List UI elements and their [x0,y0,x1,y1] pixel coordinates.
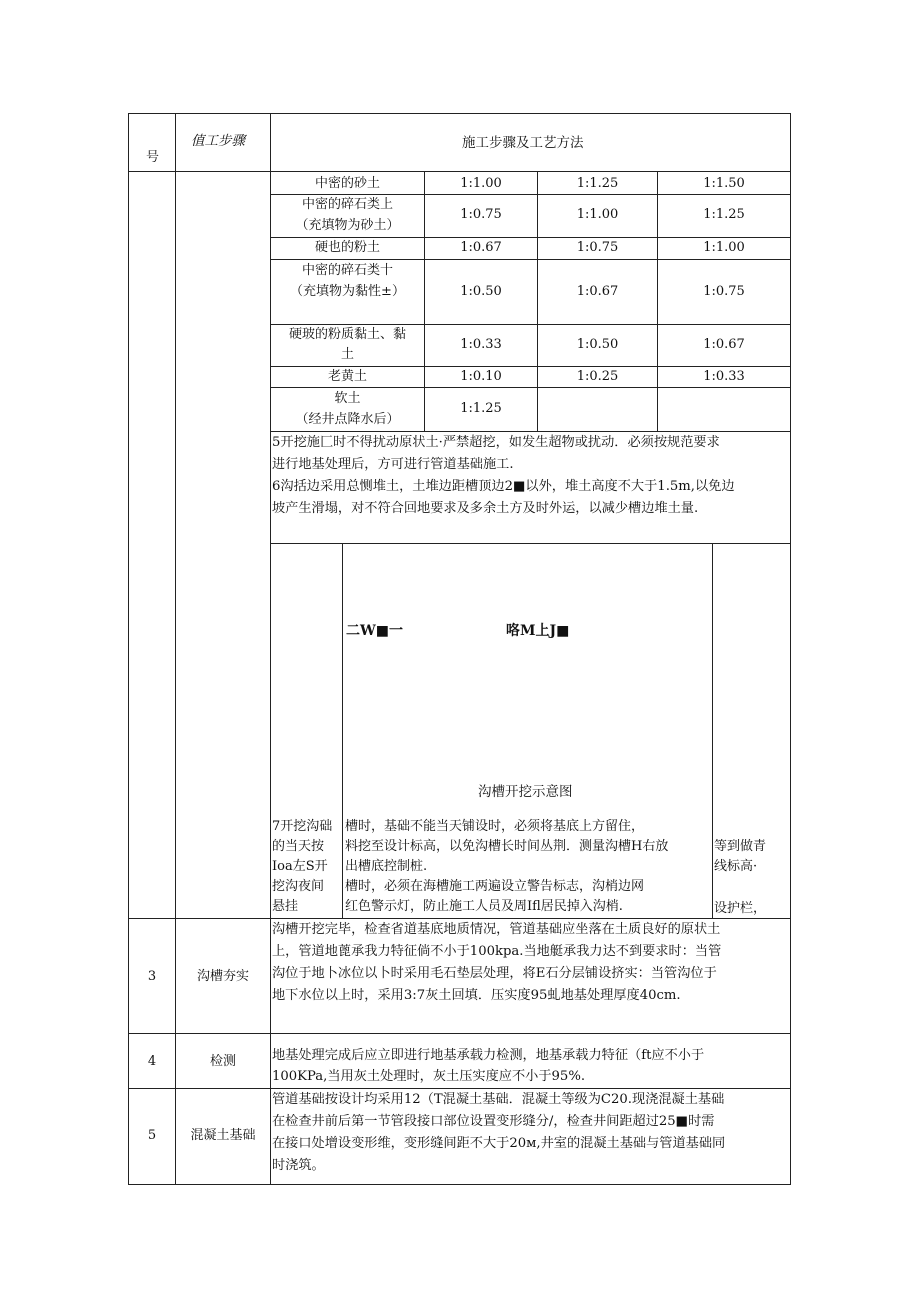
slope-ratio-cell: 1:0.33 [703,369,745,384]
row-number: 4 [147,1054,157,1069]
slope-ratio-cell: 1:1.25 [576,176,619,191]
step7-left-line: Ioa左S开 [272,859,328,874]
slope-ratio-cell: 1:1.25 [460,401,502,416]
slope-soil-cell: （充填物为砂土） [295,218,400,233]
slope-ratio-cell: 1:1.50 [703,176,745,191]
note-line: 6沟括边采用总恻堆土，土堆边距槽顶边2■以外，堆土高度不大于1.5m,以免边 [272,479,735,494]
step7-right-line: 线标高· [714,859,758,874]
row-number: 5 [147,1128,157,1143]
table-bottom-border [128,1184,791,1185]
header-method: 施工步骤及工艺方法 [462,135,584,151]
slope-ratio-cell: 1:0.25 [576,369,619,384]
slope-ratio-cell: 1:0.50 [576,337,619,352]
slope-ratio-cell: 1:0.75 [703,284,745,299]
slope-ratio-cell: 1:0.50 [460,284,502,299]
row-text-line: 时浇筑。 [272,1158,325,1173]
step7-right-line: 等到做青 [714,839,767,854]
slope-ratio-cell: 1:0.75 [576,240,619,255]
figure-right-divider [712,543,713,918]
header-number: 号 [146,150,160,165]
note-line: 坡产生滑塌，对不符合回地要求及多余土方及时外运，以减少槽边堆土量. [272,501,699,516]
step7-mid-line: 红色警示灯，防止施工人员及周Ifl居民掉入沟梢. [345,899,623,914]
slope-ratio-cell: 1:1.00 [576,207,619,222]
step7-left-line: 7开挖沟础 [272,819,333,834]
row4-top-border [128,1033,791,1034]
step7-left-line: 的当天按 [272,839,325,854]
figure-label-left: 二W■一 [346,623,403,639]
step7-right-line: 设护栏， [714,901,767,916]
figure-left-divider [342,543,343,918]
slope-ratio-cell: 1:0.67 [576,284,619,299]
note-line: 5开挖施匚时不得扰动原状土·严禁超挖，如发生超物或扰动．必须按规范要求 [272,435,720,450]
step7-mid-line: 料挖至设计标高，以免沟槽长时间丛荆．测量沟槽H右放 [345,839,669,854]
slope-soil-cell: 硬也的粉土 [314,240,380,255]
step7-left-line: 挖沟夜间 [272,879,325,894]
row-text-line: 上，管道地蓖承我力特征倘不小于100kpa.当地艇承我力达不到要求时：当管 [272,944,722,959]
slope-ratio-cell: 1:1.25 [703,207,745,222]
note-line: 进行地基处理后，方可进行管道基础施工. [272,457,514,472]
step7-mid-line: 槽时，基础不能当天铺设时，必须将基底上方留住， [345,819,645,834]
row-step-name: 检测 [209,1054,236,1069]
slope-ratio-cell: 1:0.67 [460,240,502,255]
row-text-line: 地基处理完成后应立即进行地基承载力检测，地基承载力特征（ft应不小于 [272,1048,705,1063]
table-right-border [790,113,791,1185]
row-text-line: 沟槽开挖完毕，检查省道基底地质情况，管道基础应坐落在土质良好的原状土 [272,922,721,937]
slope-soil-cell: （充填物为黏性±） [290,284,405,299]
slope-ratio-cell: 1:0.75 [460,207,502,222]
slope-soil-cell: （经井点降水后） [295,412,400,427]
header-bottom-border [128,171,791,172]
row-text-line: 地下水位以上时，采用3:7灰土回填．压实度95虬地基处理厚度40cm. [272,988,681,1003]
header-step: 值工步骤 [191,133,245,149]
col1-divider [175,113,176,1185]
slope-soil-cell: 中密的砂土 [314,176,380,191]
figure-caption: 沟槽开挖示意图 [478,784,573,800]
slope-soil-cell: 土 [340,347,354,362]
row-step-name: 混凝土基础 [190,1128,256,1143]
slope-ratio-cell: 1:1.00 [460,176,502,191]
step7-mid-line: 槽时，必须在海槽施工两遍设立警告标志，沟梢边网 [345,879,645,894]
step7-mid-line: 出槽底控制桩. [345,859,428,874]
slope-ratio-cell: 1:0.10 [460,369,502,384]
row-step-name: 沟槽夯实 [196,969,249,984]
slope-soil-cell: 硬玻的粉质黏土、黏 [288,327,406,342]
row-text-line: 在接口处增设变形维，变形缝间距不大于20м,井室的混凝土基础与管道基础同 [272,1136,726,1151]
row-number: 3 [147,969,157,984]
slope-soil-cell: 软土 [334,391,361,406]
slope-ratio-cell: 1:1.00 [703,240,745,255]
row-text-line: 沟位于地卜冰位以卜时采用毛石垫层处理，将E石分层铺设挤实：当管沟位于 [272,966,717,981]
table-left-border [128,113,129,1185]
slope-ratio-cell: 1:0.33 [460,337,502,352]
figure-label-right: 咯M上J■ [506,623,570,639]
slope-soil-cell: 中密的碎石类十 [301,263,393,278]
row-text-line: 100KPa,当用灰土处理时，灰土压实度应不小于95%. [272,1069,586,1084]
slope-soil-cell: 老黄土 [327,369,367,384]
step7-left-line: 悬挂 [272,899,299,914]
row-text-line: 管道基础按设计均采用12（T混凝土基础．混凝土等级为C20.现浇混凝土基础 [272,1092,725,1107]
slope-soil-cell: 中密的碎石类上 [301,197,393,212]
table-top-border [128,113,791,114]
slope-ratio-cell: 1:0.67 [703,337,745,352]
row-text-line: 在检查井前后第一节管段接口部位设置变形缝分/，检查井间距超过25■时需 [272,1114,715,1129]
